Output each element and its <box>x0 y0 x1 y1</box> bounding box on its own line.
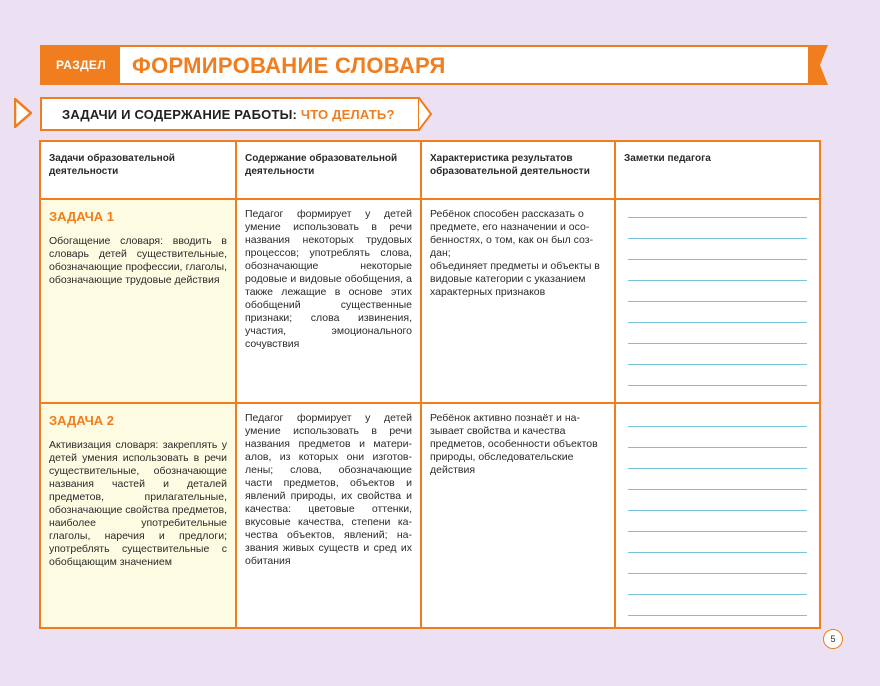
task-2-content: Педагог формирует у детей умение использовать в речи названия предметов и материалов, из которых они изготовлены; слова, обозначающие части предметов, объектов и явлений природы, их свойства и качества: цветовые оттенки, вкусовые качества, степени качества объектов, явлений; названия живых существ и сред их обитания <box>237 404 422 627</box>
task-2-cell <box>41 404 237 627</box>
ribbon-end-decoration <box>808 45 830 85</box>
tasks-header <box>40 97 420 131</box>
note-line <box>628 322 807 323</box>
task-1-text: Обогащение словаря: вводить в словарь детей существительные, обозначающие профессии, глаголы, обозначающие трудовые действия <box>49 235 227 286</box>
tasks-header-arrow <box>418 97 432 131</box>
tasks-header-question: ЧТО ДЕЛАТЬ? <box>300 107 395 122</box>
note-line <box>628 343 807 344</box>
note-line <box>628 385 807 386</box>
section-tag: РАЗДЕЛ <box>42 47 120 83</box>
task-2-notes[interactable] <box>616 404 819 627</box>
note-line <box>628 489 807 490</box>
task-1-cell <box>41 200 237 404</box>
note-line <box>628 259 807 260</box>
note-line <box>628 238 807 239</box>
note-line <box>628 573 807 574</box>
note-line <box>628 594 807 595</box>
section-title: ФОРМИРОВАНИЕ СЛОВАРЯ <box>132 53 446 78</box>
note-line <box>628 531 807 532</box>
note-line <box>628 510 807 511</box>
task-2-result: Ребёнок активно познаёт и называет свойства и качества предметов, особенности объектов природы, обследовательские действия <box>422 404 616 627</box>
note-line <box>628 426 807 427</box>
task-1-title: ЗАДАЧА 1 <box>49 209 115 224</box>
work-table <box>39 140 821 629</box>
page-number: 5 <box>823 629 843 649</box>
tasks-header-label: ЗАДАЧИ И СОДЕРЖАНИЕ РАБОТЫ: <box>62 107 298 122</box>
task-2-title: ЗАДАЧА 2 <box>49 413 115 428</box>
task-1-note-lines <box>628 217 807 406</box>
table-header-results: Характеристика результатов образовательной деятельности <box>422 142 616 200</box>
section-banner <box>40 45 810 85</box>
task-1-content: Педагог формирует у детей умение использовать в речи названия некоторых трудовых процессов; употреблять слова, обозначающие некоторые родовые и видовые обобщения, а также лежащие в основе этих обобщений существенные признаки; слова извинения, участия, эмоционального сочувствия <box>237 200 422 404</box>
task-2-note-lines <box>628 426 807 636</box>
table-header-tasks: Задачи образовательной деятельности <box>41 142 237 200</box>
note-line <box>628 364 807 365</box>
note-line <box>628 280 807 281</box>
note-line <box>628 447 807 448</box>
note-line <box>628 552 807 553</box>
table-header-content: Содержание образовательной деятельности <box>237 142 422 200</box>
arrow-marker-icon <box>14 98 32 128</box>
table-header-notes: Заметки педагога <box>616 142 819 200</box>
task-1-result: Ребёнок способен рассказать о предмете, его назначении и особенностях, о том, как он был создан; объединяет предметы и объекты в видовые категории с указанием характерных признаков <box>422 200 616 404</box>
note-line <box>628 301 807 302</box>
note-line <box>628 217 807 218</box>
task-2-text: Активизация словаря: закреплять у детей умения использовать в речи существительные, обозначающие названия частей и деталей предметов, прилагательные, обозначающие свойства предметов, наиболее употребительные глаголы, наречия и предлоги; употреблять существительные с обобщающим значением <box>49 439 227 568</box>
note-line <box>628 615 807 616</box>
task-1-notes[interactable] <box>616 200 819 404</box>
note-line <box>628 468 807 469</box>
